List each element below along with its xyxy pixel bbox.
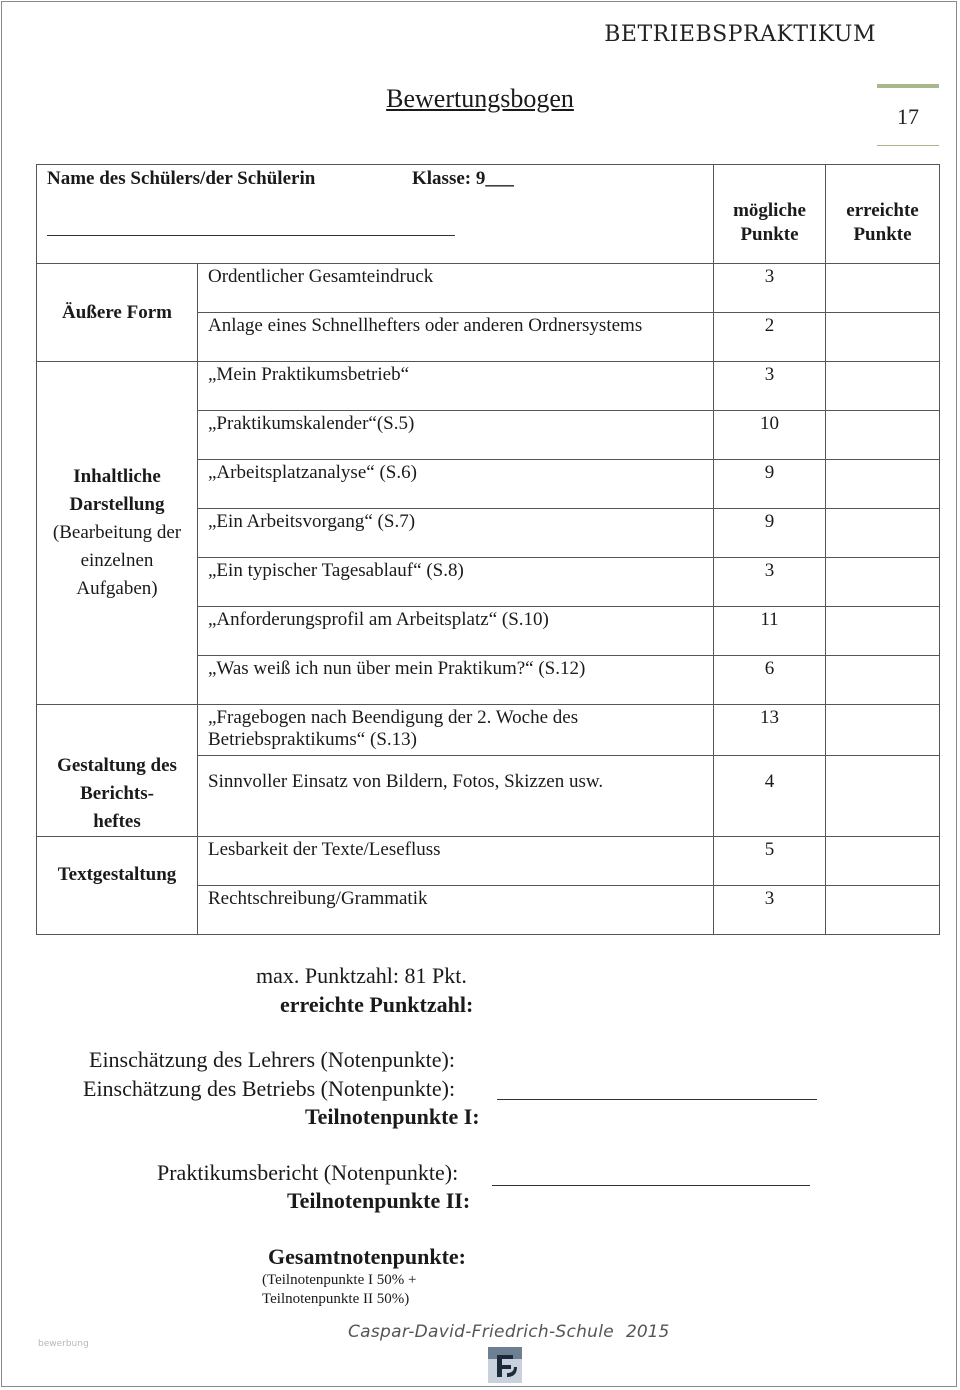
company-assessment-line[interactable] <box>497 1099 817 1100</box>
points-cell <box>714 411 826 460</box>
student-info-cell <box>37 165 714 264</box>
task-label: „Ein typischer Tagesablauf“ (S.8) <box>208 560 464 581</box>
task-label: Ordentlicher Gesamteindruck <box>208 266 434 287</box>
partial-grade-1-label: Teilnotenpunkte I: <box>305 1104 480 1129</box>
category-inhalt-line1: Inhaltliche <box>73 466 161 487</box>
category-inhalt-line4: einzelnen <box>80 550 154 571</box>
task-cell <box>198 656 714 705</box>
student-name-label: Name des Schülers/der Schülerin <box>47 168 316 189</box>
possible-points: 3 <box>764 364 775 385</box>
points-cell <box>714 607 826 656</box>
achieved-points-cell[interactable] <box>826 460 940 509</box>
task-cell <box>198 509 714 558</box>
possible-points: 4 <box>764 771 775 792</box>
achieved-points-cell[interactable] <box>826 607 940 656</box>
task-cell <box>198 756 714 837</box>
task-cell <box>198 362 714 411</box>
category-inhaltliche-darstellung <box>37 362 198 705</box>
possible-points-header <box>714 165 826 264</box>
grading-table <box>36 164 940 935</box>
category-inhalt-line5: Aufgaben) <box>76 578 158 599</box>
task-label: Sinnvoller Einsatz von Bildern, Fotos, Skizzen usw. <box>208 771 604 792</box>
category-inhalt-line3: (Bearbeitung der <box>52 522 182 543</box>
possible-points: 9 <box>764 462 775 483</box>
points-cell <box>714 705 826 756</box>
possible-points-header-line2: Punkte <box>740 224 799 245</box>
achieved-points-cell[interactable] <box>826 509 940 558</box>
class-label: Klasse: 9___ <box>412 168 514 189</box>
footer-year: 2015 <box>626 1322 670 1342</box>
possible-points: 6 <box>764 658 775 679</box>
task-label: „Ein Arbeitsvorgang“ (S.7) <box>208 511 416 532</box>
task-cell <box>198 460 714 509</box>
category-gestaltung-line1: Gestaltung des <box>57 755 177 776</box>
achieved-points-cell[interactable] <box>826 837 940 886</box>
achieved-points-label: erreichte Punktzahl: <box>280 992 474 1017</box>
footer-school: Caspar-David-Friedrich-Schule <box>348 1322 615 1342</box>
possible-points: 2 <box>764 315 775 336</box>
task-label: Rechtschreibung/Grammatik <box>208 888 428 909</box>
possible-points: 3 <box>764 560 775 581</box>
possible-points: 5 <box>764 839 775 860</box>
task-label: „Was weiß ich nun über mein Praktikum?“ (S.12) <box>208 658 586 679</box>
report-grade-label: Praktikumsbericht (Notenpunkte): <box>157 1160 459 1185</box>
points-cell <box>714 264 826 313</box>
achieved-points-header-line1: erreichte <box>846 200 919 221</box>
report-grade-line[interactable] <box>492 1185 810 1186</box>
achieved-points-cell[interactable] <box>826 886 940 935</box>
task-label: „Arbeitsplatzanalyse“ (S.6) <box>208 462 417 483</box>
points-cell <box>714 837 826 886</box>
category-aeussere-form: Äußere Form <box>37 264 198 362</box>
possible-points: 10 <box>760 413 779 434</box>
task-label: „Anforderungsprofil am Arbeitsplatz“ (S.10) <box>208 609 549 630</box>
category-textgestaltung: Textgestaltung <box>37 837 198 935</box>
points-cell <box>714 886 826 935</box>
table-header-row <box>37 165 940 264</box>
max-points: max. Punktzahl: 81 Pkt. <box>256 963 467 988</box>
possible-points: 9 <box>764 511 775 532</box>
task-cell <box>198 264 714 313</box>
achieved-points-header-line2: Punkte <box>853 224 912 245</box>
table-row <box>37 264 940 313</box>
task-label-line1: „Fragebogen nach Beendigung der 2. Woche des <box>208 707 579 728</box>
page-number-rule-top <box>877 84 939 88</box>
achieved-points-cell[interactable] <box>826 313 940 362</box>
possible-points: 3 <box>764 888 775 909</box>
task-label-line2: Betriebspraktikums“ (S.13) <box>208 729 417 750</box>
table-row <box>37 362 940 411</box>
task-label: „Praktikumskalender“(S.5) <box>208 413 415 434</box>
task-cell <box>198 837 714 886</box>
possible-points: 11 <box>760 609 779 630</box>
task-cell <box>198 607 714 656</box>
possible-points-header-line1: mögliche <box>733 200 806 221</box>
points-cell <box>714 656 826 705</box>
achieved-points-cell[interactable] <box>826 656 940 705</box>
task-cell <box>198 411 714 460</box>
points-cell <box>714 460 826 509</box>
table-row <box>37 837 940 886</box>
task-cell <box>198 313 714 362</box>
achieved-points-cell[interactable] <box>826 411 940 460</box>
possible-points: 13 <box>760 707 779 728</box>
category-inhalt-line2: Darstellung <box>69 494 165 515</box>
points-cell <box>714 313 826 362</box>
possible-points: 3 <box>764 266 775 287</box>
school-logo-icon <box>488 1347 522 1383</box>
table-row <box>37 705 940 756</box>
formula-line-2: Teilnotenpunkte II 50%) <box>262 1291 410 1307</box>
achieved-points-cell[interactable] <box>826 756 940 837</box>
achieved-points-cell[interactable] <box>826 705 940 756</box>
task-label: Anlage eines Schnellhefters oder anderen Ordnersystems <box>208 315 643 336</box>
task-cell <box>198 558 714 607</box>
achieved-points-header <box>826 165 940 264</box>
category-gestaltung-line3: heftes <box>93 811 141 832</box>
achieved-points-cell[interactable] <box>826 558 940 607</box>
points-cell <box>714 509 826 558</box>
points-cell <box>714 362 826 411</box>
partial-grade-2-label: Teilnotenpunkte II: <box>287 1188 471 1213</box>
header-title: BETRIEBSPRAKTIKUM <box>604 22 876 47</box>
task-cell <box>198 705 714 756</box>
page-number-rule-bottom <box>877 145 939 146</box>
achieved-points-cell[interactable] <box>826 362 940 411</box>
watermark: bewerbung <box>38 1339 89 1349</box>
page-number: 17 <box>897 104 919 129</box>
task-cell <box>198 886 714 935</box>
points-cell <box>714 558 826 607</box>
total-grade-label: Gesamtnotenpunkte: <box>268 1244 467 1269</box>
company-assessment-label: Einschätzung des Betriebs (Notenpunkte): <box>83 1076 456 1101</box>
task-label: „Mein Praktikumsbetrieb“ <box>208 364 410 385</box>
achieved-points-cell[interactable] <box>826 264 940 313</box>
teacher-assessment-label: Einschätzung des Lehrers (Notenpunkte): <box>89 1047 455 1072</box>
category-gestaltung-line2: Berichts- <box>80 783 154 804</box>
student-name-line[interactable] <box>47 235 455 236</box>
points-cell <box>714 756 826 837</box>
task-label: Lesbarkeit der Texte/Lesefluss <box>208 839 441 860</box>
page-title: Bewertungsbogen <box>386 84 574 113</box>
category-gestaltung <box>37 705 198 837</box>
formula-line-1: (Teilnotenpunkte I 50% + <box>262 1272 417 1288</box>
